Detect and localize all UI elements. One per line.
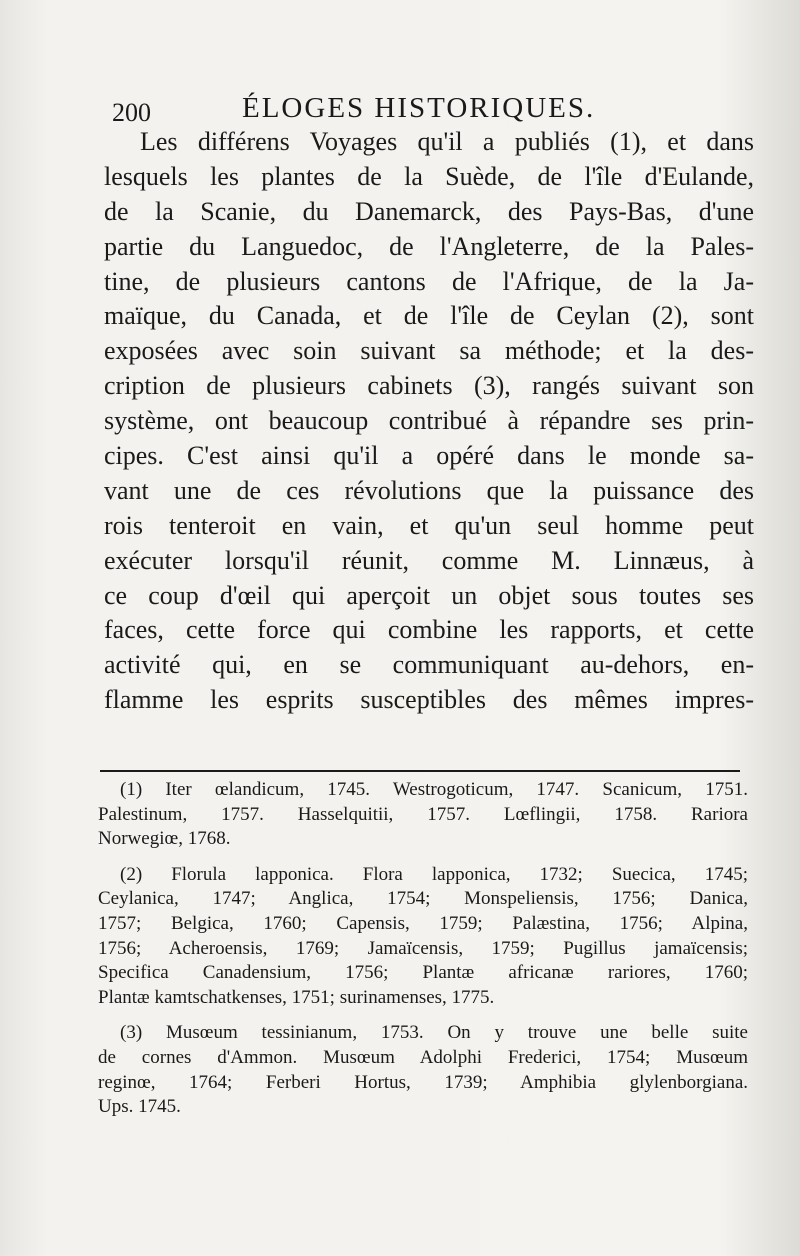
text-line: exécuter lorsqu'il réunit, comme M. Linnæus, à — [104, 545, 754, 575]
footnote-line: (2) Florula lapponica. Flora lapponica, 1732; Suecica, 1745; — [120, 863, 748, 885]
footnote-2 — [98, 863, 748, 1011]
text-line: tine, de plusieurs cantons de l'Afrique, de la Ja- — [104, 266, 754, 296]
main-text — [104, 125, 754, 718]
text-line: cription de plusieurs cabinets (3), rangés suivant son — [104, 371, 754, 401]
footnote-line: Ups. 1745. — [98, 1096, 181, 1118]
text-line: lesquels les plantes de la Suède, de l'île d'Eulande, — [104, 161, 754, 191]
text-line: activité qui, en se communiquant au-dehors, en- — [104, 650, 754, 680]
footnote-line: 1757; Belgica, 1760; Capensis, 1759; Palæstina, 1756; Alpina, — [98, 912, 748, 934]
footnote-1 — [98, 778, 748, 852]
text-line: système, ont beaucoup contribué à répandre ses prin- — [104, 406, 754, 436]
footnote-line: Plantæ kamtschatkenses, 1751; surinamenses, 1775. — [98, 986, 495, 1008]
text-line: partie du Languedoc, de l'Angleterre, de la Pales- — [104, 231, 754, 261]
running-title: ÉLOGES HISTORIQUES. — [242, 92, 596, 124]
footnote-line: Ceylanica, 1747; Anglica, 1754; Monspeliensis, 1756; Danica, — [98, 888, 748, 910]
text-line: ce coup d'œil qui aperçoit un objet sous toutes ses — [104, 580, 754, 610]
footnote-separator — [100, 770, 740, 772]
text-line: de la Scanie, du Danemarck, des Pays-Bas, d'une — [104, 196, 754, 226]
footnote-line: 1756; Acheroensis, 1769; Jamaïcensis, 1759; Pugillus jamaïcensis; — [98, 937, 748, 959]
text-line: maïque, du Canada, et de l'île de Ceylan (2), sont — [104, 301, 754, 331]
footnote-line: (3) Musœum tessinianum, 1753. On y trouve une belle suite — [120, 1022, 748, 1044]
footnote-line: Norwegiœ, 1768. — [98, 828, 231, 850]
text-line: Les différens Voyages qu'il a publiés (1), et dans — [140, 127, 754, 156]
footnote-line: de cornes d'Ammon. Musœum Adolphi Frederici, 1754; Musœum — [98, 1046, 748, 1068]
footnotes — [98, 778, 748, 1131]
footnote-3 — [98, 1021, 748, 1119]
footnote-line: Specifica Canadensium, 1756; Plantæ africanæ rariores, 1760; — [98, 962, 748, 984]
text-line: faces, cette force qui combine les rapports, et cette — [104, 615, 754, 645]
text-line: cipes. C'est ainsi qu'il a opéré dans le monde sa- — [104, 441, 754, 471]
footnote-line: (1) Iter œlandicum, 1745. Westrogoticum, 1747. Scanicum, 1751. — [120, 779, 748, 800]
footnote-line: reginœ, 1764; Ferberi Hortus, 1739; Amphibia glylenborgiana. — [98, 1071, 748, 1093]
text-line: flamme les esprits susceptibles des mêmes impres- — [104, 685, 754, 715]
page-number: 200 — [112, 98, 151, 127]
text-line: vant une de ces révolutions que la puissance des — [104, 475, 754, 505]
text-line: rois tenteroit en vain, et qu'un seul homme peut — [104, 510, 754, 540]
text-line: exposées avec soin suivant sa méthode; et la des- — [104, 336, 754, 366]
footnote-line: Palestinum, 1757. Hasselquitii, 1757. Lœflingii, 1758. Rariora — [98, 803, 748, 825]
